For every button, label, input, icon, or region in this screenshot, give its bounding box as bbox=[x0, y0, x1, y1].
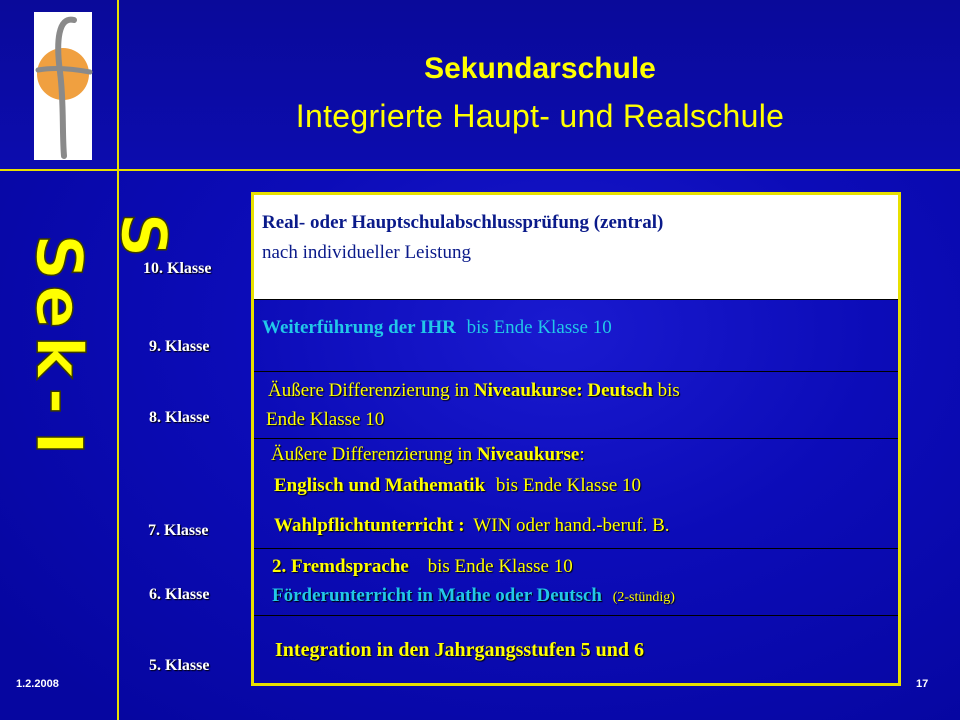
grade-label-8: 8. Klasse bbox=[149, 409, 210, 426]
sek-letter: I bbox=[21, 431, 95, 455]
row-7-pre: Äußere Differenzierung in bbox=[271, 444, 477, 465]
row-10-text: nach individueller Leistung bbox=[262, 242, 471, 263]
row-8-bold: Niveaukurse: Deutsch bbox=[473, 380, 653, 401]
grade-label-5: 5. Klasse bbox=[149, 657, 210, 674]
row-9 bbox=[262, 317, 612, 339]
row-7-l2-text: bis Ende Klasse 10 bbox=[495, 475, 642, 496]
cross-logo-icon bbox=[34, 12, 92, 160]
horizontal-divider bbox=[0, 169, 960, 171]
row-6-l2-small: (2-stündig) bbox=[612, 590, 675, 605]
row-6-line1 bbox=[272, 556, 573, 578]
school-logo bbox=[34, 12, 92, 160]
row-7-bold: Niveaukurse bbox=[476, 444, 580, 465]
grade-label-10: 10. Klasse bbox=[143, 260, 212, 277]
grade-label-9: 9. Klasse bbox=[149, 338, 210, 355]
row-8-line2: Ende Klasse 10 bbox=[266, 409, 385, 430]
sek-letter: S bbox=[21, 233, 95, 281]
row-separator bbox=[254, 615, 898, 616]
sek-letter: - bbox=[21, 387, 95, 415]
row-7-line1 bbox=[271, 444, 585, 466]
sek-letter: e bbox=[21, 285, 95, 329]
row-8-line1 bbox=[268, 380, 680, 402]
row-7-l2-bold: Englisch und Mathematik bbox=[274, 475, 486, 496]
page-title: Sekundarschule bbox=[424, 52, 656, 85]
sek-letter: S bbox=[107, 212, 180, 258]
slide-number: 17 bbox=[916, 678, 929, 690]
row-6-l1-text: bis Ende Klasse 10 bbox=[427, 556, 573, 577]
row-separator bbox=[254, 548, 898, 549]
row-6-l1-bold: 2. Fremdsprache bbox=[272, 556, 409, 577]
row-5-text: Integration in den Jahrgangsstufen 5 und 6 bbox=[275, 639, 644, 661]
curriculum-table bbox=[251, 192, 901, 686]
row-8-post: bis bbox=[652, 380, 680, 401]
row-9-bold: Weiterführung der IHR bbox=[262, 317, 456, 338]
page-subtitle: Integrierte Haupt- und Realschule bbox=[295, 98, 785, 134]
row-6-l2-bold: Förderunterricht in Mathe oder Deutsch bbox=[272, 585, 602, 606]
row-separator bbox=[254, 371, 898, 372]
row-10-bold: Real- oder Hauptschulabschlussprüfung (zentral) bbox=[262, 212, 664, 233]
row-8-pre: Äußere Differenzierung in bbox=[268, 380, 474, 401]
grade-label-6: 6. Klasse bbox=[149, 586, 210, 603]
row-9-text: bis Ende Klasse 10 bbox=[466, 317, 612, 338]
footer-date: 1.2.2008 bbox=[16, 678, 59, 690]
sek-letter: k bbox=[21, 335, 95, 379]
row-separator bbox=[254, 299, 898, 300]
row-7-l3-text: WIN oder hand.-beruf. B. bbox=[473, 515, 670, 536]
row-7-l3-bold: Wahlpflichtunterricht : bbox=[274, 515, 465, 536]
row-7-line3 bbox=[274, 515, 670, 537]
row-separator bbox=[254, 438, 898, 439]
row-7-line2 bbox=[274, 475, 641, 497]
row-7-post: : bbox=[579, 444, 585, 465]
row-6-line2 bbox=[272, 585, 675, 607]
grade-label-7: 7. Klasse bbox=[148, 522, 209, 539]
